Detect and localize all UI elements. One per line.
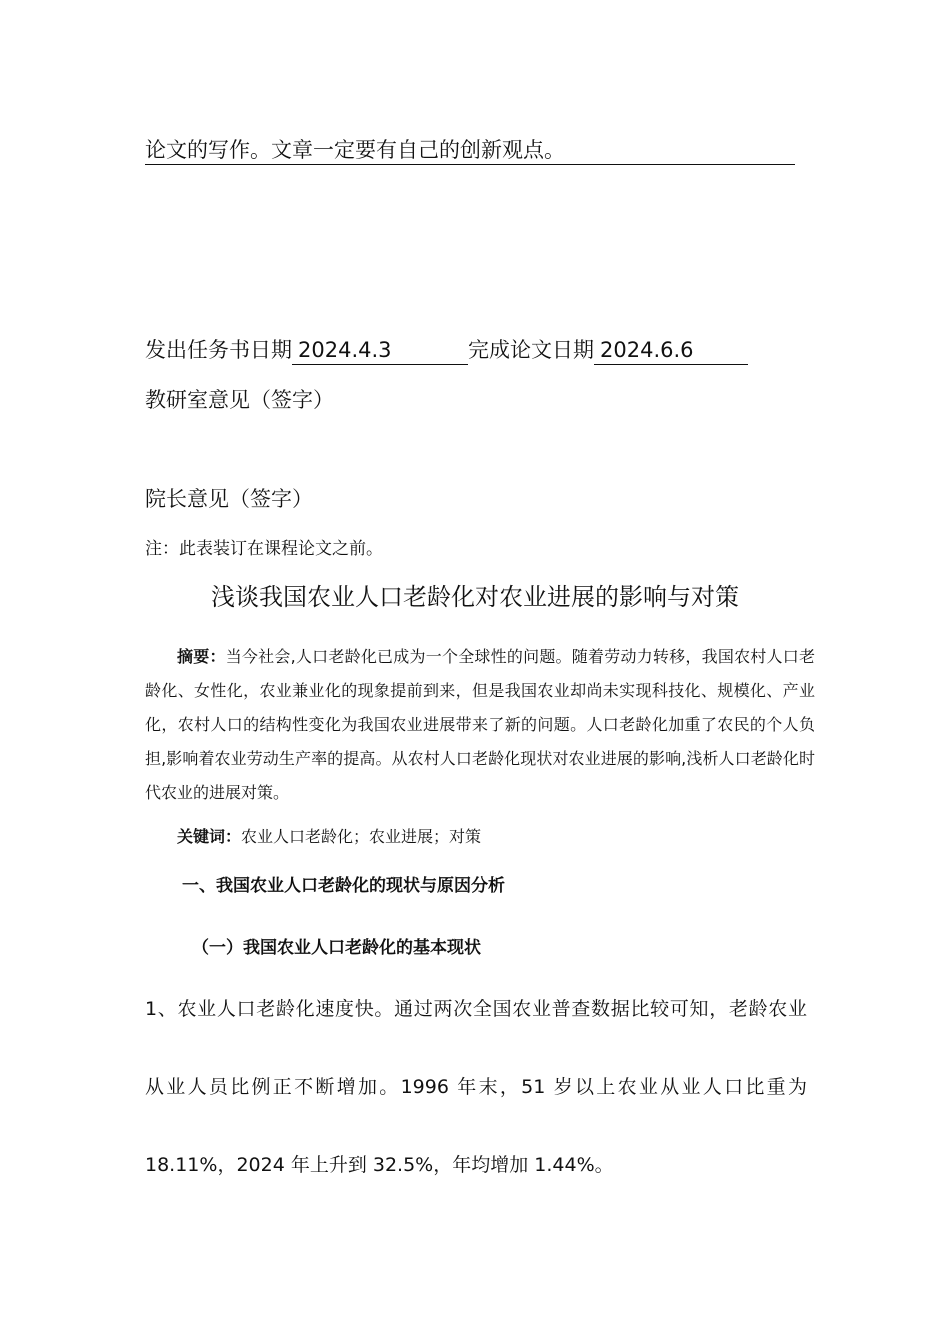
keywords-line xyxy=(177,825,481,849)
abstract-paragraph xyxy=(145,640,815,810)
body-line: 18.11%，2024 年上升到 32.5%，年均增加 1.44%。 xyxy=(145,1154,614,1176)
subsection-heading: （一）我国农业人口老龄化的基本现状 xyxy=(192,938,481,958)
body-line: 1、农业人口老龄化速度快。通过两次全国农业普查数据比较可知，老龄农业 xyxy=(145,998,807,1020)
finish-date-label: 完成论文日期 xyxy=(468,338,594,362)
keywords-text: 农业人口老龄化；农业进展；对策 xyxy=(241,827,482,846)
date-row xyxy=(145,336,748,365)
preceding-text: 论文的写作。文章一定要有自己的创新观点。 xyxy=(145,138,565,162)
body-paragraph xyxy=(145,996,807,1230)
paper-title: 浅谈我国农业人口老龄化对农业进展的影响与对策 xyxy=(211,583,739,611)
section-heading: 一、我国农业人口老龄化的现状与原因分析 xyxy=(182,876,505,896)
abstract-label: 摘要： xyxy=(177,647,226,666)
keywords-label: 关键词： xyxy=(177,827,242,846)
finish-date-value: 2024.6.6 xyxy=(594,336,748,365)
body-line: 从业人员比例正不断增加。1996 年末，51 岁以上农业从业人口比重为 xyxy=(145,1076,807,1098)
issue-date-label: 发出任务书日期 xyxy=(145,338,292,362)
abstract-text: 当今社会,人口老龄化已成为一个全球性的问题。随着劳动力转移，我国农村人口老龄化、女性化，农业兼业化的现象提前到来，但是我国农业却尚未实现科技化、规模化、产业化，农村人口的结构性变化为我国农业进展带来了新的问题。人口老龄化加重了农民的个人负担,影响着农业劳动生产率的提高。从农村人口老龄化现状对农业进展的影响,浅析人口老龄化时代农业的进展对策。 xyxy=(145,647,815,802)
preceding-text-line xyxy=(145,136,795,165)
issue-date-value: 2024.4.3 xyxy=(292,336,468,365)
dean-opinion: 院长意见（签字） xyxy=(145,487,313,511)
teaching-office-opinion: 教研室意见（签字） xyxy=(145,388,334,412)
binding-note: 注：此表装订在课程论文之前。 xyxy=(145,539,383,559)
